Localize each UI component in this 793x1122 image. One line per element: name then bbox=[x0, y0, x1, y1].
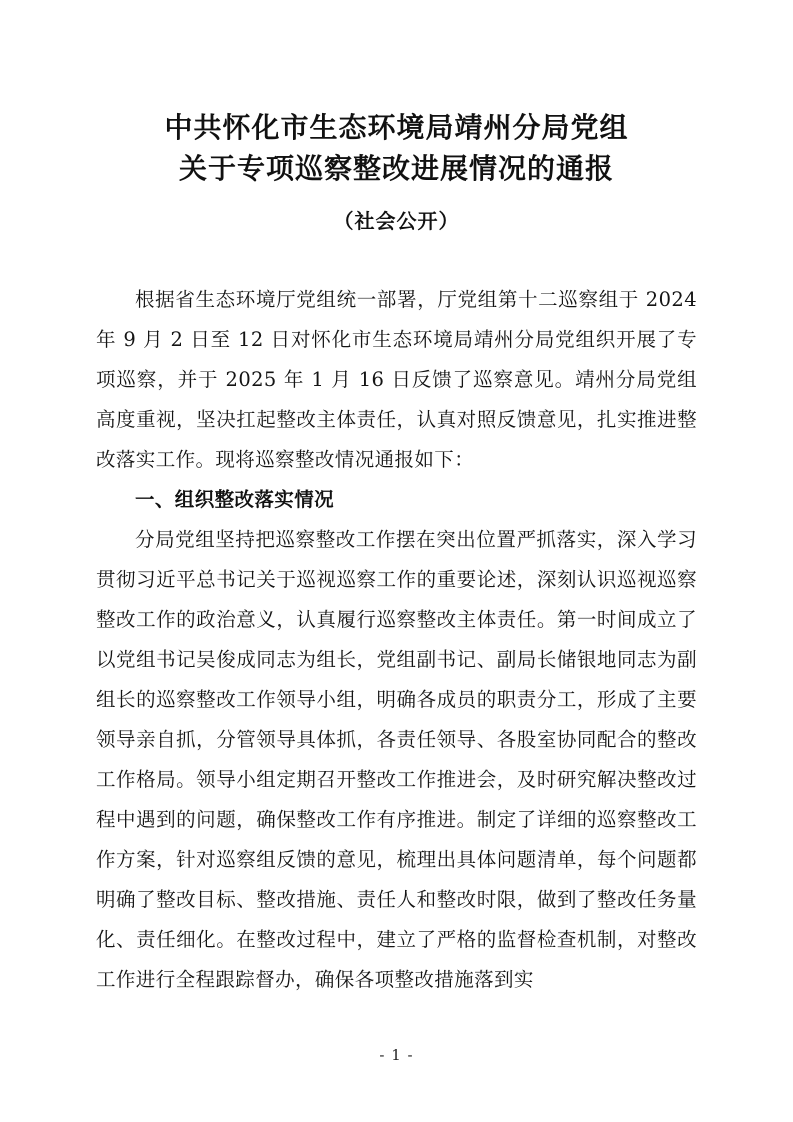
section-heading-1: 一、组织整改落实情况 bbox=[135, 488, 335, 512]
document-body bbox=[96, 108, 697, 1000]
title-block bbox=[96, 108, 697, 234]
page-number: - 1 - bbox=[379, 1046, 414, 1064]
title-line-1: 中共怀化市生态环境局靖州分局党组 bbox=[164, 111, 629, 144]
document-subtitle: （社会公开） bbox=[333, 209, 460, 234]
document-content bbox=[96, 280, 697, 999]
paragraph-intro: 根据省生态环境厅党组统一部署，厅党组第十二巡察组于 2024 年 9 月 2 日至 12 日对怀化市生态环境局靖州分局党组织开展了专项巡察，并于 2025 年 1 月 16 日反馈了巡察意见。靖州分局党组高度重视，坚决扛起整改主体责任，认真对照反馈意见，扎实推进整改落实工作。现将巡察整改情况通报如下： bbox=[96, 288, 697, 472]
paragraph-section-1-body: 分局党组坚持把巡察整改工作摆在突出位置严抓落实，深入学习贯彻习近平总书记关于巡视巡察工作的重要论述，深刻认识巡视巡察整改工作的政治意义，认真履行巡察整改主体责任。第一时间成立了以党组书记吴俊成同志为组长，党组副书记、副局长储银地同志为副组长的巡察整改工作领导小组，明确各成员的职责分工，形成了主要领导亲自抓，分管领导具体抓，各责任领导、各股室协同配合的整改工作格局。领导小组定期召开整改工作推进会，及时研究解决整改过程中遇到的问题，确保整改工作有序推进。制定了详细的巡察整改工作方案，针对巡察组反馈的意见，梳理出具体问题清单，每个问题都明确了整改目标、整改措施、责任人和整改时限，做到了整改任务量化、责任细化。在整改过程中，建立了严格的监督检查机制，对整改工作进行全程跟踪督办，确保各项整改措施落到实 bbox=[96, 528, 697, 991]
title-line-2: 关于专项巡察整改进展情况的通报 bbox=[178, 151, 614, 185]
page-title bbox=[96, 108, 697, 189]
